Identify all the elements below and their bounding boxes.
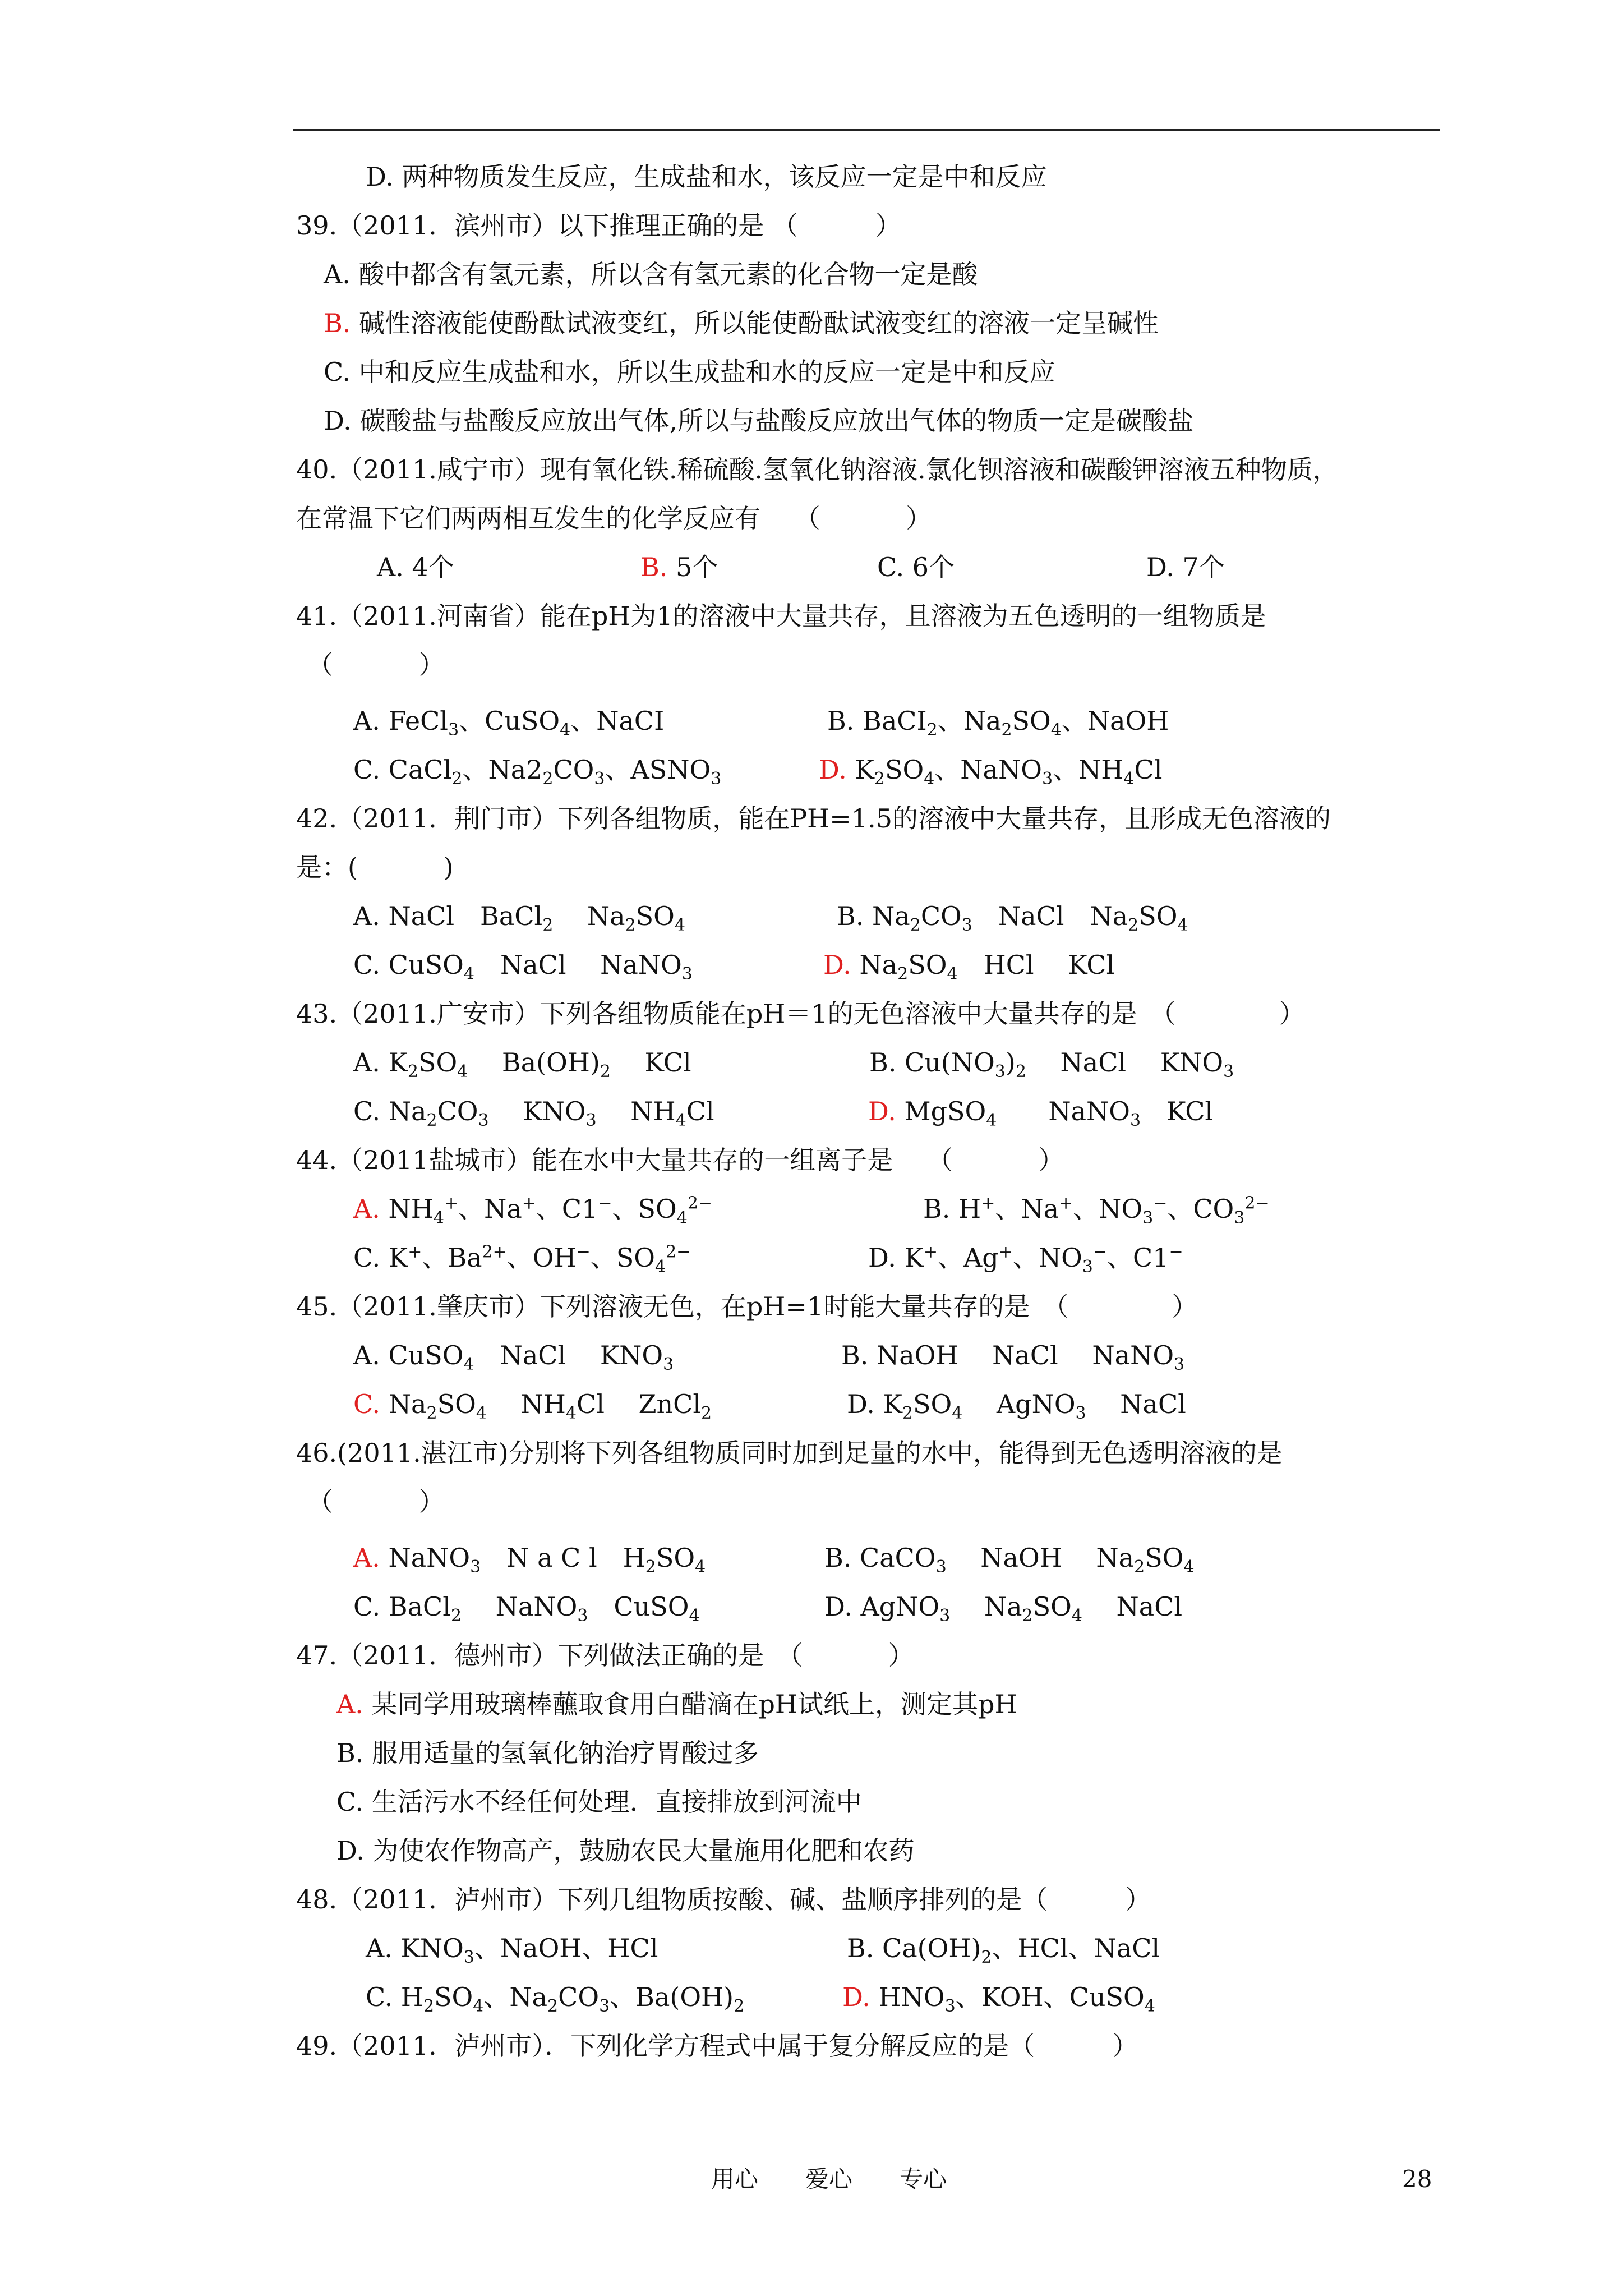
option-text: BaCl$_2$ NaNO$_3$ CuSO$_4$ [380,1591,700,1626]
answer-option [823,945,1114,984]
question-stem: 39.（2011．滨州市）以下推理正确的是 （ ） [296,210,901,241]
option-letter: A. [353,1543,380,1573]
option-text: AgNO$_3$ $Na_2SO_4$ NaCl [852,1591,1183,1626]
option-letter: A. [353,1340,380,1370]
option-letter: D. [868,1096,896,1126]
option-letter: D. [823,950,851,980]
option-letter: C. [353,1243,381,1273]
option-text: $Na_2CO_3$ NaCl $Na_2SO_4$ [864,901,1188,936]
question-stem: 在常温下它们两两相互发生的化学反应有 （ ） [296,503,932,533]
option-text: 碱性溶液能使酚酞试液变红，所以能使酚酞试液变红的溶液一定呈碱性 [351,308,1159,338]
question-stem: 49.（2011．泸州市）．下列化学方程式中属于复分解反应的是（ ） [296,2031,1138,2061]
option-text: $Na_2SO_4$ $NH_4Cl$ ZnCl$_2$ [380,1389,712,1424]
option-letter: C. [353,1096,381,1126]
option-letter: B. [324,308,351,338]
option [824,1538,1195,1577]
option [847,1384,1186,1424]
option-text: K+、$Ba^{2+}$、OH−、$SO_4^{2-}$ [380,1242,691,1277]
option-text: $Na_2CO_3$ $KNO_3$ $NH_4Cl$ [380,1096,714,1131]
option-letter: D. [824,1591,852,1622]
option-letter: D. [847,1389,875,1419]
option [353,750,721,789]
option [923,1189,1270,1228]
option-text: H+、Na+、$NO_3^-$、$CO_3^{2-}$ [950,1193,1270,1228]
option-text: $HNO_3$、KOH、CuSO$_4$ [870,1982,1155,2017]
option-letter: C. [877,552,905,582]
option-letter: A. [366,1933,393,1963]
question-stem: 42.（2011．荆门市）下列各组物质，能在PH=1.5的溶液中大量共存，且形成无色溶液的 [296,803,1331,834]
option-letter: D. [366,162,394,192]
option [353,945,693,984]
option-text: $K_2SO_4$ $Ba(OH)_2$ KCl [380,1047,691,1082]
option-letter: B. [837,901,864,931]
option-text: 7个 [1174,552,1225,582]
answer-option [353,1384,712,1424]
question-stem: 47.（2011．德州市）下列做法正确的是 （ ） [296,1640,914,1671]
option [869,1043,1234,1082]
option [336,1831,915,1870]
option [324,352,1055,392]
option-letter: D. [842,1982,870,2012]
question-stem: （ ） [307,1487,445,1517]
question-stem: 44.（2011盐城市）能在水中大量共存的一组离子是 （ ） [296,1145,1064,1175]
option-letter: C. [336,1787,364,1817]
option [1146,547,1225,587]
option-text: CaCl$_2$、$Na2_2CO_3$、$ASNO_3$ [380,754,722,789]
question-stem: （ ） [307,650,445,680]
option-text: $Na_2SO_4$ HCl KCl [851,950,1115,984]
option-text: $Ca(OH)_2$、HCl、NaCl [874,1933,1160,1968]
option-text: 5个 [667,552,718,582]
option-text: 生活污水不经任何处理．直接排放到河流中 [363,1787,862,1817]
answer-option [819,750,1162,789]
option [868,1238,1183,1277]
option-letter: B. [847,1933,874,1963]
option-text: CuSO$_4$ NaCl $KNO_3$ [380,1340,674,1375]
option-letter: C. [353,1389,381,1419]
answer-option [353,1538,706,1577]
option [353,1092,714,1131]
option-text: 服用适量的氢氧化钠治疗胃酸过多 [363,1738,759,1768]
option-text: NaCl BaCl$_2$ $Na_2SO_4$ [380,901,685,936]
question-stem: 45.（2011.肇庆市）下列溶液无色，在pH=1时能大量共存的是 （ ） [296,1291,1198,1322]
option-text: FeCl$_3$、CuSO$_4$、NaCI [380,706,665,740]
option [366,1977,744,2017]
option-text: 4个 [403,552,454,582]
answer-option [842,1977,1155,2017]
option-letter: B. [827,706,855,736]
option [353,1336,674,1375]
option [336,1733,759,1773]
option-text: 酸中都含有氢元素，所以含有氢元素的化合物一定是酸 [350,259,978,289]
option-letter: C. [353,1591,381,1622]
option-text: NaOH NaCl NaNO$_3$ [868,1340,1185,1375]
option-text: 6个 [904,552,955,582]
footer-motto: 用心 爱心 专心 [711,2165,947,2193]
option [353,1587,700,1626]
option-text: MgSO$_4$ NaNO$_3$ KCl [896,1096,1214,1131]
option-text: $KNO_3$、NaOH、HCl [392,1933,658,1968]
question-stem: 41.（2011.河南省）能在pH为1的溶液中大量共存，且溶液为五色透明的一组物质是 [296,601,1266,631]
option-letter: D. [336,1835,365,1866]
question-stem: 43.（2011.广安市）下列各组物质能在pH＝1的无色溶液中大量共存的是 （ ） [296,999,1305,1029]
header-rule [293,129,1440,131]
option-text: $Cu(NO_3)_2$ NaCl $KNO_3$ [896,1047,1234,1082]
option-text: 碳酸盐与盐酸反应放出气体,所以与盐酸反应放出气体的物质一定是碳酸盐 [351,406,1194,436]
option-letter: C. [353,754,381,785]
option [847,1929,1160,1968]
answer-option [353,1189,712,1228]
option [353,1238,690,1277]
option-letter: D. [1146,552,1174,582]
question-stem: 46.(2011.湛江市)分别将下列各组物质同时加到足量的水中，能得到无色透明溶液的是 [296,1438,1283,1468]
option-letter: D. [819,754,847,785]
option-text: NaNO$_3$ N a C l $H_2SO_4$ [380,1543,706,1577]
option-letter: C. [324,357,351,387]
option [366,157,1047,196]
answer-option [640,547,718,587]
option-letter: D. [868,1243,896,1273]
option [837,896,1188,936]
option-letter: D. [324,406,352,436]
option-letter: A. [353,1194,380,1224]
answer-option [868,1092,1213,1131]
option [827,701,1169,740]
option-text: K+、Ag+、$NO_3^-$、C1− [896,1242,1183,1277]
option-text: BaCI$_2$、$Na_2SO_4$、NaOH [854,706,1169,740]
option [824,1587,1182,1626]
option [324,401,1193,440]
option-letter: B. [841,1340,869,1370]
answer-option [324,303,1159,343]
option-letter: A. [353,706,380,736]
option-text: 某同学用玻璃棒蘸取食用白醋滴在pH试纸上，测定其pH [363,1689,1017,1719]
option [877,547,955,587]
option-text: $K_2SO_4$、NaNO$_3$、$NH_4Cl$ [846,754,1163,789]
option-letter: C. [366,1982,393,2012]
option [324,255,978,294]
option [353,701,664,740]
option-text: $K_2SO_4$ AgNO$_3$ NaCl [874,1389,1186,1424]
question-stem: 40.（2011.咸宁市）现有氧化铁.稀硫酸.氢氧化钠溶液.氯化钡溶液和碳酸钾溶液五种物质， [296,454,1339,485]
option-letter: B. [640,552,668,582]
option-text: $NH_4^+$、Na+、C1−、$SO_4^{2-}$ [380,1193,713,1228]
option-letter: B. [824,1543,852,1573]
page-number: 28 [1402,2165,1432,2193]
option-letter: A. [377,552,404,582]
question-stem: 是：( ) [296,852,454,882]
option-text: CaCO$_3$ NaOH $Na_2SO_4$ [851,1543,1195,1577]
option-letter: A. [353,1047,380,1078]
option [366,1929,658,1968]
question-stem: 48.（2011．泸州市）下列几组物质按酸、碱、盐顺序排列的是（ ） [296,1884,1151,1915]
option-text: $H_2SO_4$、$Na_2CO_3$、$Ba(OH)_2$ [393,1982,745,2017]
answer-option [336,1685,1017,1724]
option-letter: A. [336,1689,363,1719]
option-letter: B. [869,1047,897,1078]
option-text: 为使农作物高产，鼓励农民大量施用化肥和农药 [364,1835,915,1866]
option-letter: A. [324,259,351,289]
option [353,1043,691,1082]
option-letter: B. [336,1738,364,1768]
option [353,896,685,936]
option [841,1336,1184,1375]
option-letter: B. [923,1194,951,1224]
option-letter: C. [353,950,381,980]
option-text: 中和反应生成盐和水，所以生成盐和水的反应一定是中和反应 [351,357,1055,387]
option-text: 两种物质发生反应，生成盐和水，该反应一定是中和反应 [393,162,1047,192]
option [336,1782,862,1821]
option-letter: A. [353,901,380,931]
option [377,547,454,587]
option-text: CuSO$_4$ NaCl NaNO$_3$ [380,950,693,984]
